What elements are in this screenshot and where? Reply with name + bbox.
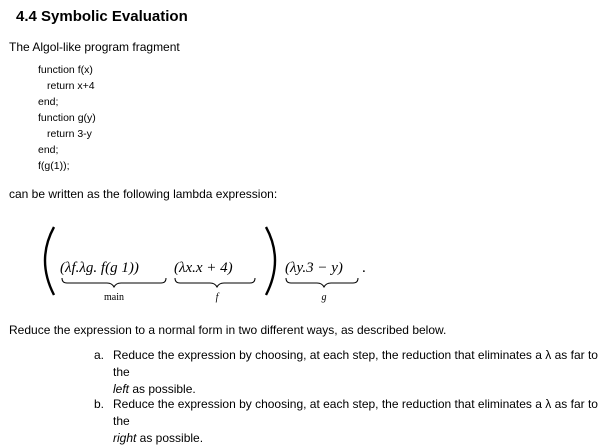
list-item-text [113,396,606,447]
code-block [38,62,96,174]
list-item-before: Reduce the expression by choosing, at each step, the reduction that eliminates a λ as far to the [113,348,598,379]
list-item-emphasis: right [113,431,137,445]
lambda-intro-text: can be written as the following lambda expression: [9,187,278,201]
reduce-instruction: Reduce the expression to a normal form in two different ways, as described below. [9,323,447,337]
section-title [16,8,188,25]
big-right-paren [266,227,275,295]
g-term: (λy.3 − y) [285,260,343,276]
code-line: f(g(1)); [38,160,70,172]
code-line: end; [38,96,59,108]
main-term: (λf.λg. f(g 1)) [60,260,139,276]
section-heading: Symbolic Evaluation [41,8,188,25]
big-left-paren [45,227,54,295]
list-marker: b. [94,397,105,411]
list-item [94,396,606,447]
list-item [94,347,606,398]
list-item-before: Reduce the expression by choosing, at each step, the reduction that eliminates a λ as far to the [113,397,598,428]
list-item-after: as possible. [136,431,204,445]
g-underbrace [286,278,358,287]
lambda-expression [40,225,400,305]
trailing-period: . [362,260,366,276]
intro-text: The Algol-like program fragment [9,40,180,54]
section-number: 4.4 [16,8,37,25]
g-label: g [321,292,327,303]
main-underbrace [62,278,166,287]
code-line: end; [38,144,59,156]
list-item-emphasis: left [113,382,130,396]
f-underbrace [175,278,255,287]
code-line: function f(x) [38,64,93,76]
code-line: return 3-y [47,128,92,140]
list-marker: a. [94,348,105,362]
code-line: function g(y) [38,112,96,124]
list-item-text [113,347,606,398]
list-item-after: as possible. [129,382,196,396]
lambda-expression-graphic [40,225,400,305]
code-line: return x+4 [47,80,95,92]
main-label: main [104,292,124,303]
f-term: (λx.x + 4) [174,260,233,276]
f-label: f [215,292,219,303]
